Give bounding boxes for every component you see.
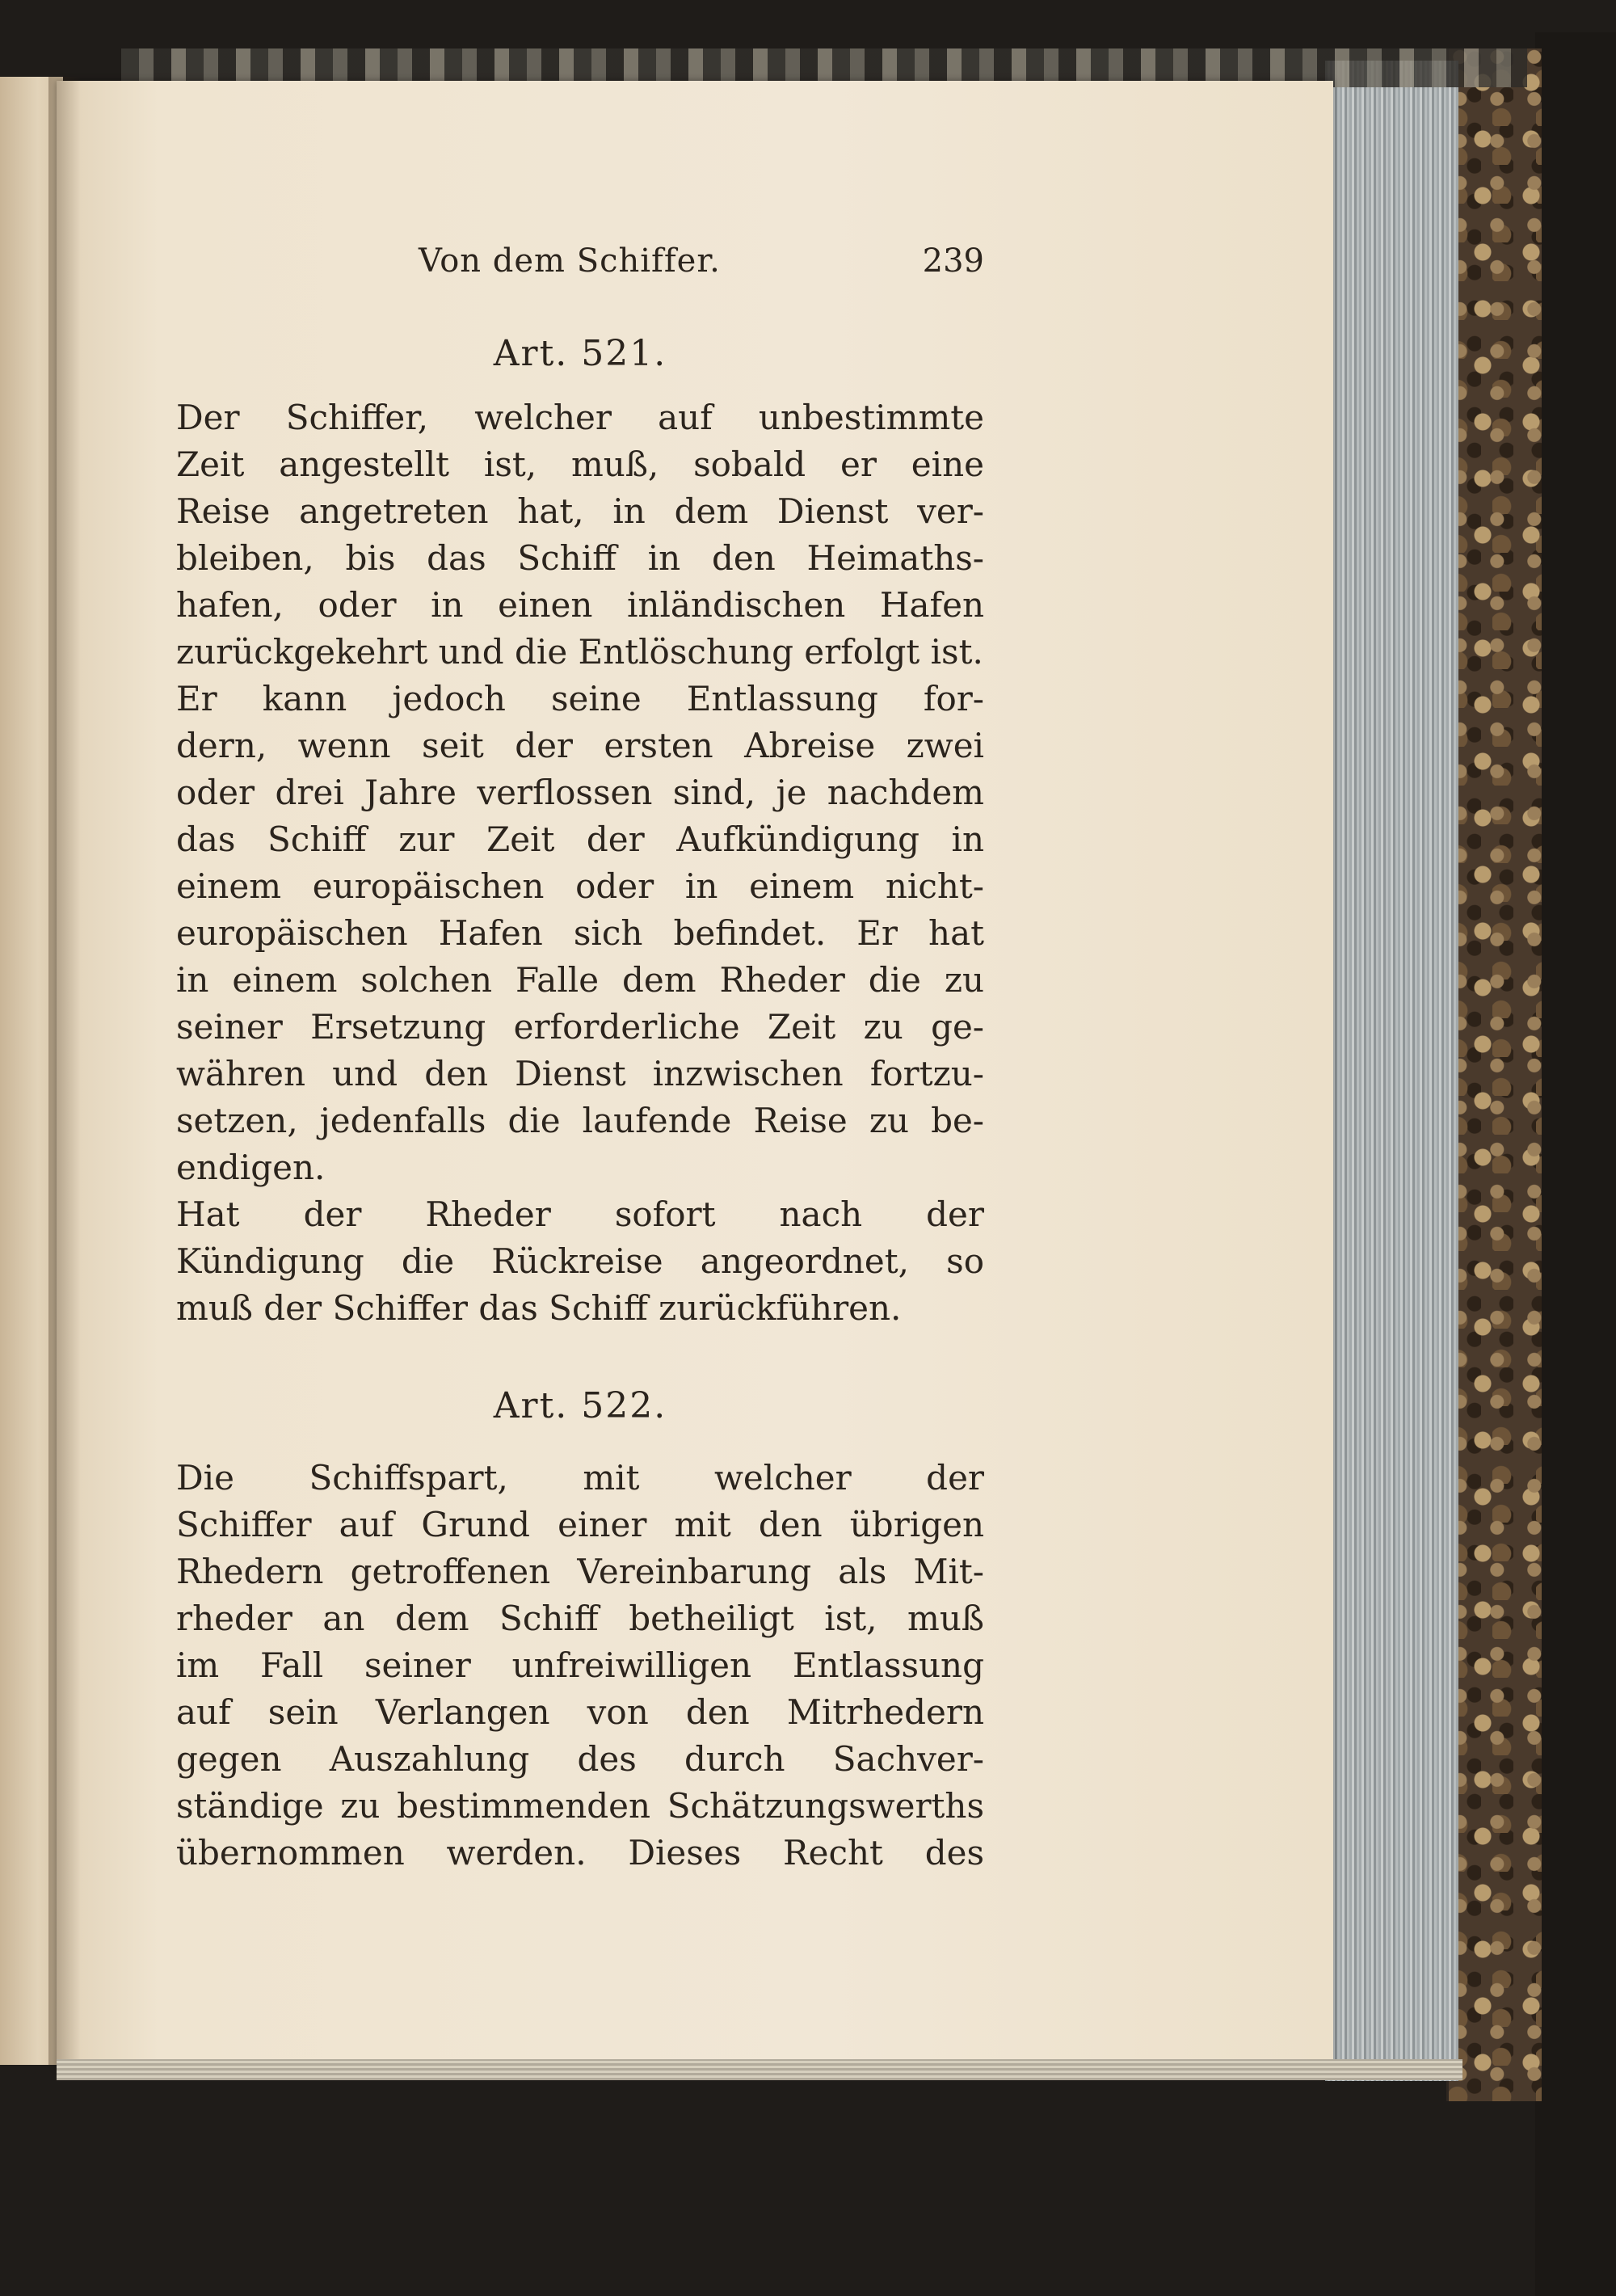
paragraph (176, 1455, 984, 1877)
article-heading: Art. 522. (493, 1385, 667, 1426)
text-line: Reise angetreten hat, in dem Dienst ver- (176, 491, 984, 531)
text-line: oder drei Jahre verflossen sind, je nachdem (176, 773, 984, 812)
text-line: währen und den Dienst inzwischen fortzu- (176, 1054, 984, 1093)
text-line: europäischen Hafen sich befindet. Er hat (176, 913, 984, 953)
text-line: gegen Auszahlung des durch Sachver- (176, 1739, 984, 1779)
text-line: Er kann jedoch seine Entlassung for- (176, 679, 984, 718)
page-block-bottom (57, 2059, 1462, 2080)
text-line: übernommen werden. Dieses Recht des (176, 1833, 984, 1873)
running-title: Von dem Schiffer. (419, 242, 721, 280)
paragraph (176, 394, 984, 676)
gutter-shadow (48, 77, 81, 2065)
text-line: zurückgekehrt und die Entlöschung erfolgt ist. (176, 632, 983, 672)
text-line: hafen, oder in einen inländischen Hafen (176, 585, 984, 625)
text-line: im Fall seiner unfreiwilligen Entlassung (176, 1645, 984, 1685)
text-line: Die Schiffspart, mit welcher der (176, 1458, 984, 1498)
text-line: endigen. (176, 1148, 326, 1187)
paragraph (176, 1191, 984, 1332)
article-heading: Art. 521. (493, 333, 667, 374)
page-number: 239 (922, 242, 984, 280)
text-block (176, 242, 984, 1877)
article-521 (176, 333, 984, 1332)
text-line: muß der Schiffer das Schiff zurückführen. (176, 1288, 902, 1328)
text-line: Rhedern getroffenen Vereinbarung als Mit- (176, 1552, 984, 1591)
page-block-edge (1325, 61, 1458, 2081)
article-522 (176, 1385, 984, 1877)
text-line: setzen, jedenfalls die laufende Reise zu be- (176, 1101, 984, 1140)
text-line: einem europäischen oder in einem nicht- (176, 866, 984, 906)
text-line: auf sein Verlangen von den Mitrhedern (176, 1692, 984, 1732)
book-cover-board (1535, 32, 1616, 2296)
text-line: bleiben, bis das Schiff in den Heimaths- (176, 538, 984, 578)
paragraph (176, 676, 984, 1191)
text-line: Hat der Rheder sofort nach der (176, 1194, 984, 1234)
text-line: seiner Ersetzung erforderliche Zeit zu ge- (176, 1007, 984, 1047)
marbled-cover (1446, 48, 1542, 2101)
text-line: Zeit angestellt ist, muß, sobald er eine (176, 444, 984, 484)
text-line: dern, wenn seit der ersten Abreise zwei (176, 726, 984, 765)
text-line: in einem solchen Falle dem Rheder die zu (176, 960, 984, 1000)
text-line: Der Schiffer, welcher auf unbestimmte (176, 398, 984, 437)
text-line: Kündigung die Rückreise angeordnet, so (176, 1241, 984, 1281)
running-head (176, 242, 984, 291)
text-line: ständige zu bestimmenden Schätzungswerths (176, 1786, 984, 1826)
text-line: Schiffer auf Grund einer mit den übrigen (176, 1505, 984, 1544)
text-line: das Schiff zur Zeit der Aufkündigung in (176, 819, 984, 859)
text-line: rheder an dem Schiff betheiligt ist, muß (176, 1599, 984, 1638)
